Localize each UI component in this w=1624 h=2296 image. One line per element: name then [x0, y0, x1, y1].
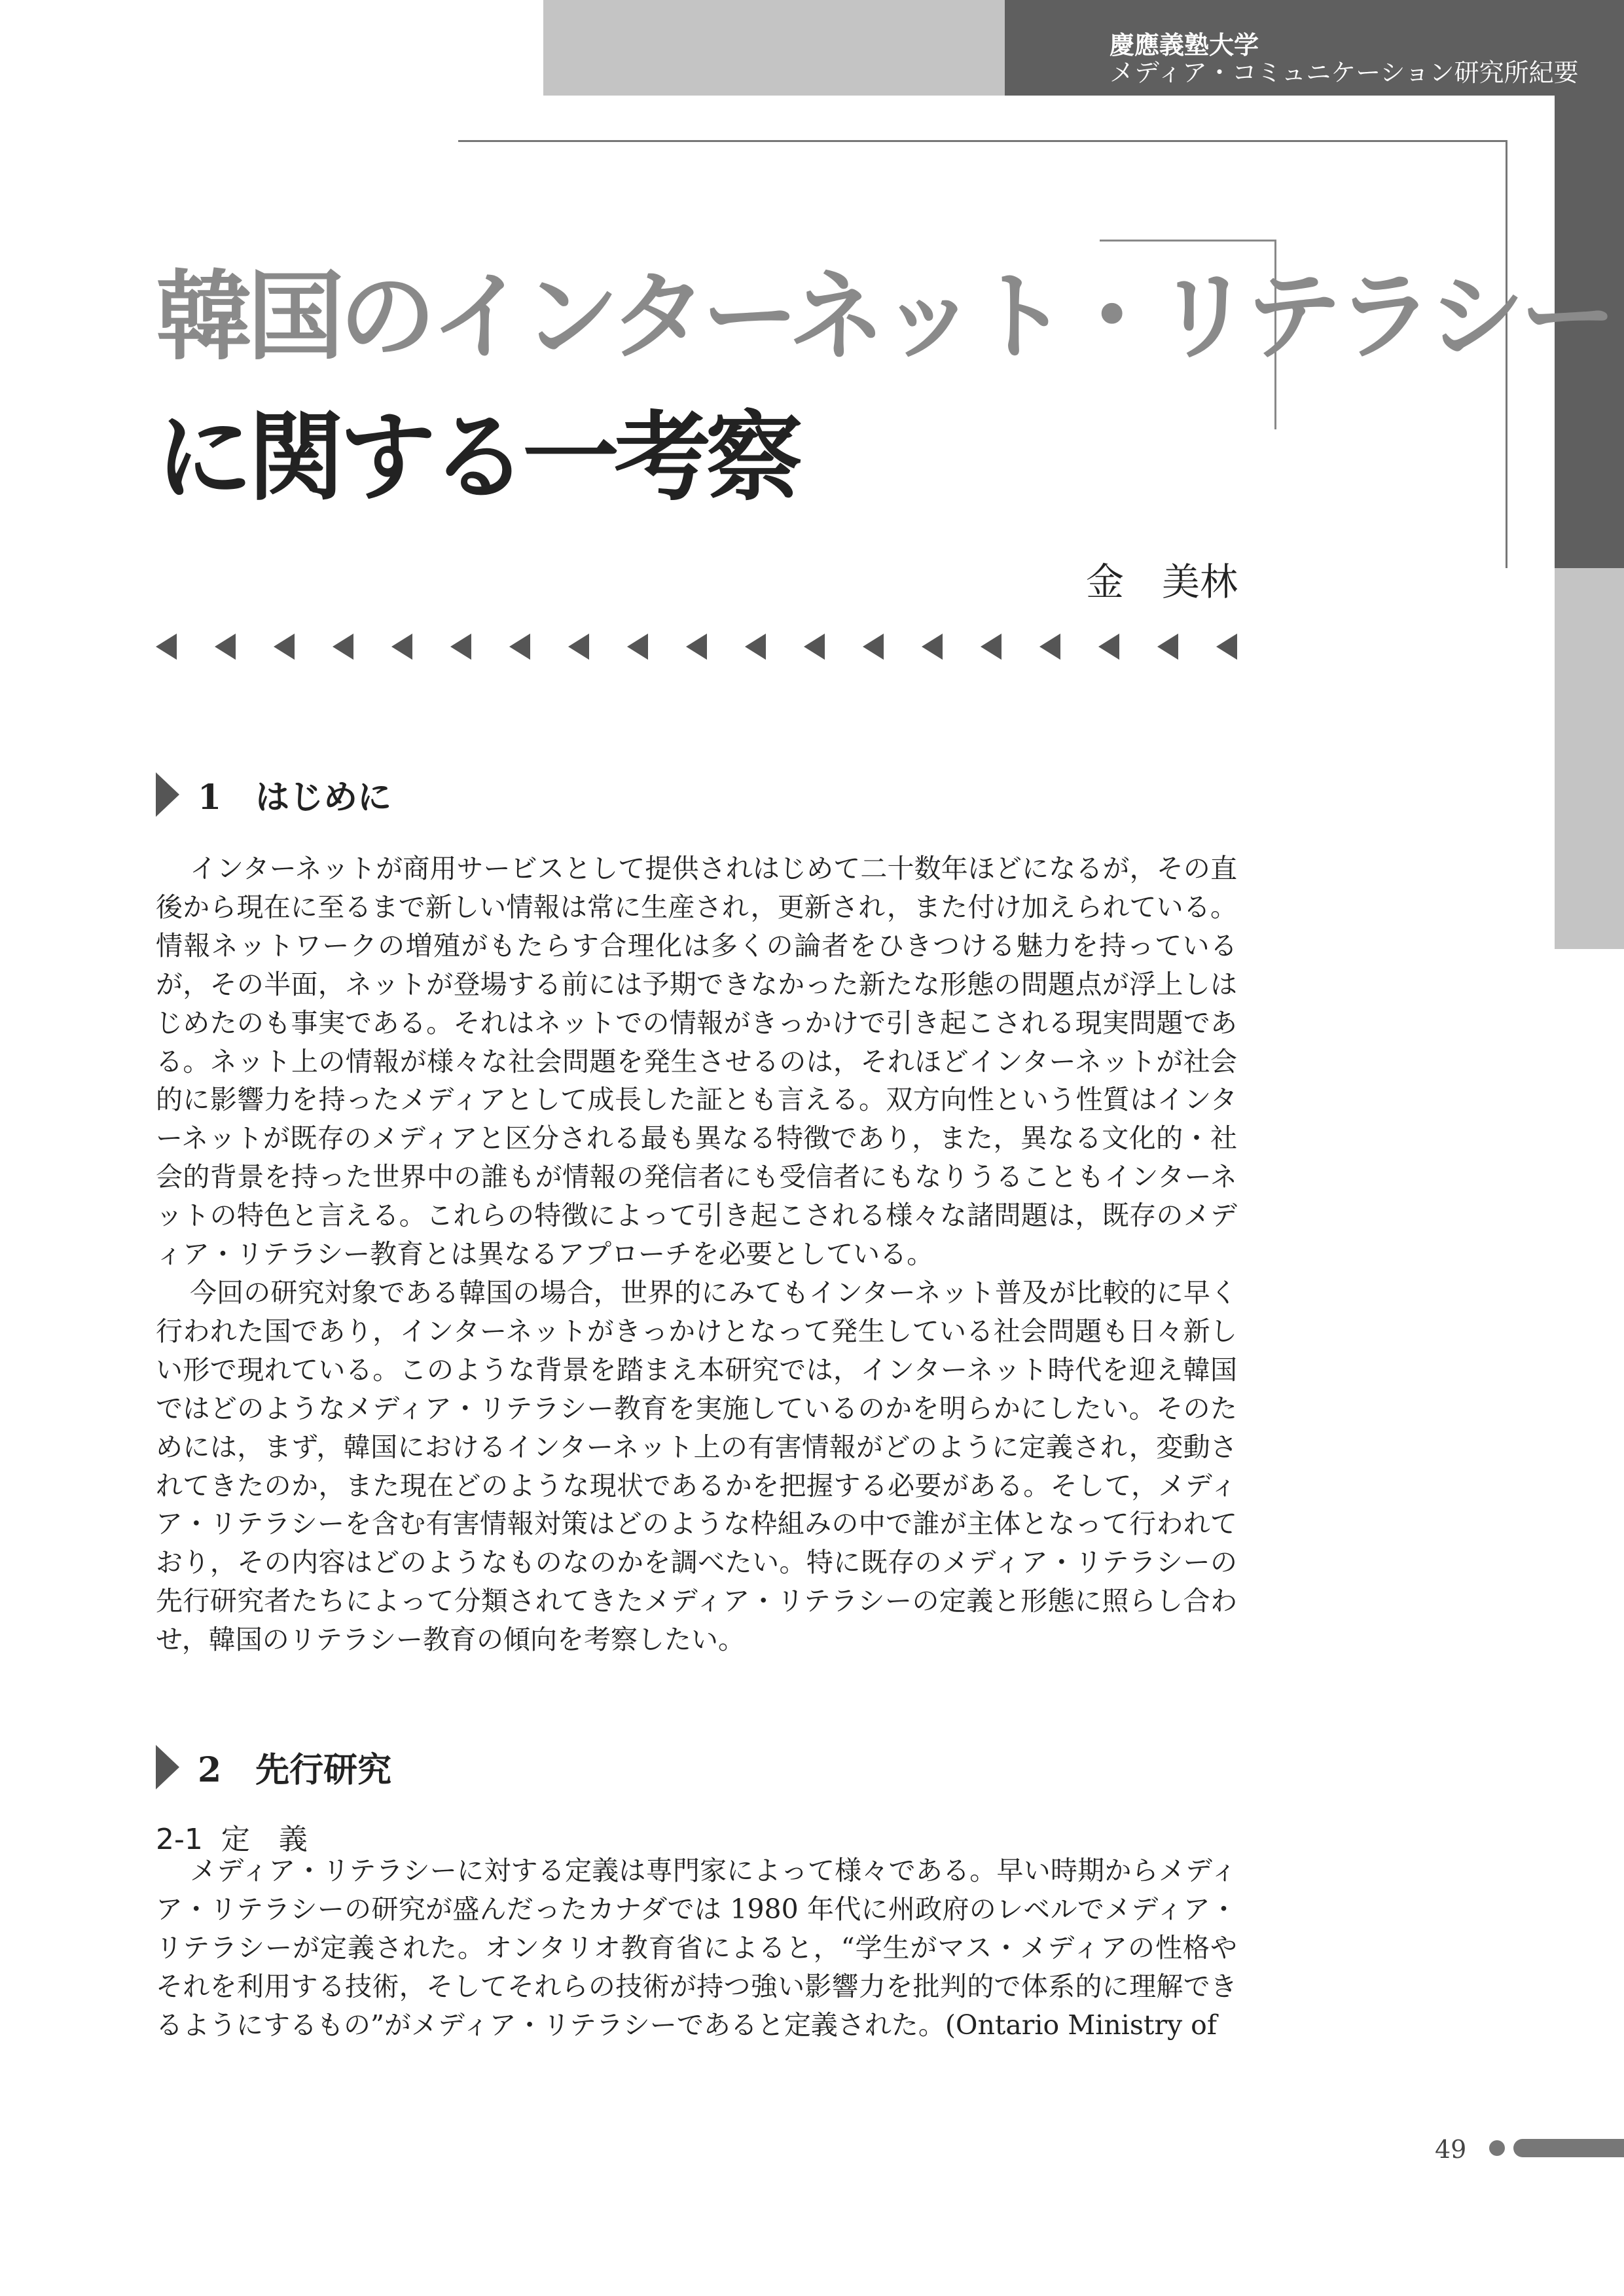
section-heading-1 — [156, 770, 391, 819]
section-marker-icon — [156, 772, 179, 817]
section-heading-text: 2 先行研究 — [198, 1750, 392, 1790]
ornament-triangle-icon — [686, 634, 707, 660]
section-marker-icon — [156, 1745, 179, 1789]
footer-bar — [1513, 2139, 1624, 2157]
footer-dot — [1489, 2140, 1505, 2156]
ornament-triangle-icon — [391, 634, 412, 660]
ornament-triangle-icon — [156, 634, 177, 660]
author-name: 金 美林 — [1085, 560, 1238, 604]
section-heading-text: 1 はじめに — [198, 778, 392, 817]
ornament-triangle-icon — [333, 634, 353, 660]
ornament-triangle-icon — [627, 634, 648, 660]
subsection-heading: 2-1 定 義 — [156, 1823, 308, 1856]
paragraph: 今回の研究対象である韓国の場合，世界的にみてもインターネット普及が比較的に早く行われた国であり，インターネットがきっかけとなって発生している社会問題も日々新しい形で現れている。このような背景を踏まえ本研究では，インターネット時代を迎え韓国ではどのようなメディア・リテラシー教育を実施しているのかを明らかにしたい。そのためには，まず，韓国におけるインターネット上の有害情報がどのように定義され，変動されてきたのか，また現在どのような現状であるかを把握する必要がある。そして，メディア・リテラシーを含む有害情報対策はどのような枠組みの中で誰が主体となって行われており，その内容はどのようなものなのかを調べたい。特に既存のメディア・リテラシーの先行研究者たちによって分類されてきたメディア・リテラシーの定義と形態に照らし合わせ，韓国のリテラシー教育の傾向を考察したい。 — [156, 1277, 1237, 1656]
ornament-triangle-icon — [1157, 634, 1178, 660]
paragraph: インターネットが商用サービスとして提供されはじめて二十数年ほどになるが，その直後から現在に至るまで新しい情報は常に生産され，更新され，また付け加えられている。情報ネットワークの増殖がもたらす合理化は多くの論者をひきつける魅力を持っているが，その半面，ネットが登場する前には予期できなかった新たな形態の問題点が浮上しはじめたのも事実である。それはネットでの情報がきっかけで引き起こされる現実問題である。ネット上の情報が様々な社会問題を発生させるのは，それほどインターネットが社会的に影響力を持ったメディアとして成長した証とも言える。双方向性という性質はインターネットが既存のメディアと区分される最も異なる特徴であり，また，異なる文化的・社会的背景を持った世界中の誰もが情報の発信者にも受信者にもなりうることもインターネットの特色と言える。これらの特徴によって引き起こされる様々な諸問題は，既存のメディア・リテラシー教育とは異なるアプローチを必要としている。 — [156, 853, 1237, 1270]
top-rule — [458, 140, 1507, 142]
ornament-triangle-icon — [804, 634, 825, 660]
side-tab-light — [1555, 568, 1624, 949]
triangle-ornament-row — [156, 628, 1237, 665]
ornament-triangle-icon — [1216, 634, 1237, 660]
ornament-triangle-icon — [450, 634, 471, 660]
header-institution: 慶應義塾大学 — [1110, 30, 1259, 60]
title-line-2: に関する一考察 — [156, 401, 797, 514]
ornament-triangle-icon — [568, 634, 589, 660]
ornament-triangle-icon — [1039, 634, 1060, 660]
section-heading-2 — [156, 1742, 391, 1791]
ornament-triangle-icon — [922, 634, 943, 660]
ornament-triangle-icon — [981, 634, 1001, 660]
page-number: 49 — [1435, 2135, 1467, 2164]
title-bracket-top — [1100, 240, 1276, 242]
header-journal: メディア・コミュニケーション研究所紀要 — [1110, 58, 1579, 87]
ornament-triangle-icon — [863, 634, 884, 660]
ornament-triangle-icon — [745, 634, 766, 660]
ornament-triangle-icon — [509, 634, 530, 660]
paragraph: メディア・リテラシーに対する定義は専門家によって様々である。早い時期からメディア・リテラシーの研究が盛んだったカナダでは 1980 年代に州政府のレベルでメディア・リテラシーが定義された。オンタリオ教育省によると，“学生がマス・メディアの性格やそれを利用する技術，そしてそれらの技術が持つ強い影響力を批判的で体系的に理解できるようにするもの”がメディア・リテラシーであると定義された。(Ontario Ministry of — [156, 1855, 1237, 2041]
header-band-light — [543, 0, 1005, 96]
ornament-triangle-icon — [215, 634, 236, 660]
title-line-1: 韓国のインターネット・リテラシー — [156, 260, 1612, 373]
ornament-triangle-icon — [1098, 634, 1119, 660]
ornament-triangle-icon — [274, 634, 295, 660]
